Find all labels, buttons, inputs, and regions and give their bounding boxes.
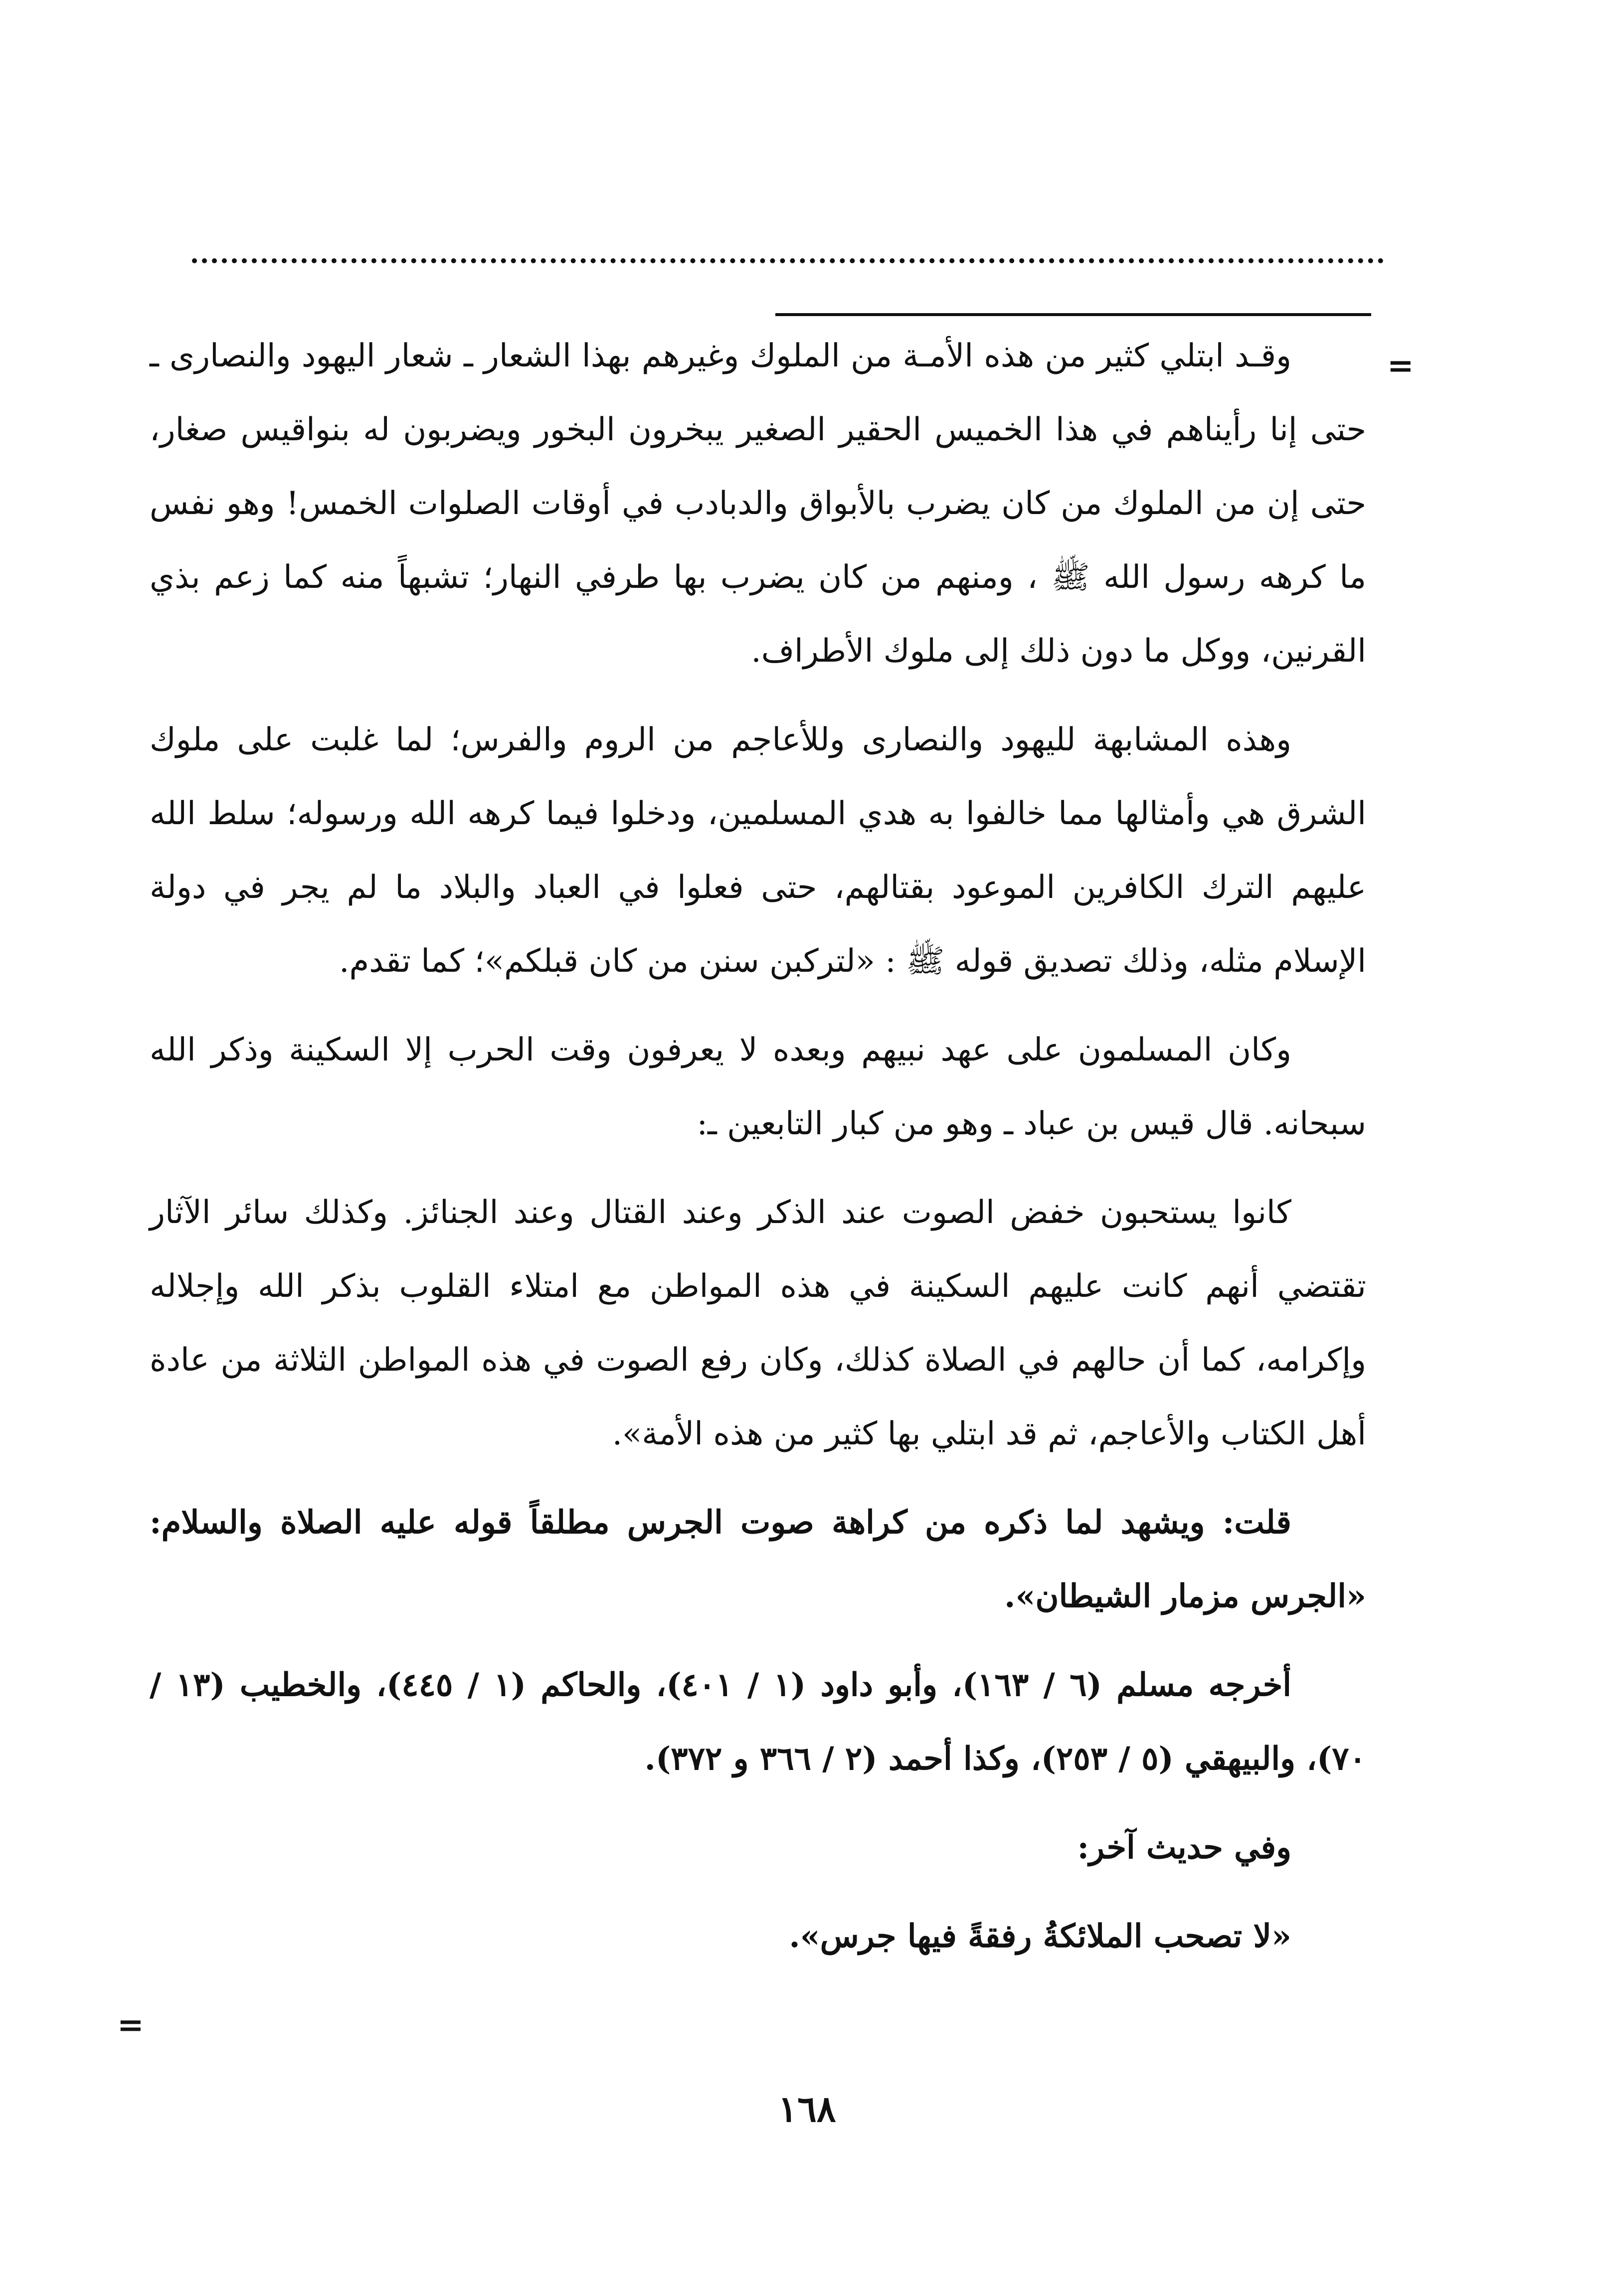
paragraph-8: «لا تصحب الملائكةُ رفقةً فيها جرس». xyxy=(789,1918,1291,1955)
paragraph-2: وهذه المشابهة لليهود والنصارى وللأعاجم من الروم والفرس؛ لما غلبت على ملوك الشرق هي وأمثالها مما خالفوا به هدي المسلمين، ودخلوا فيما كرهه الله ورسوله؛ سلط الله عليهم الترك الكافرين الموعود بقتالهم، حتى فعلوا في العباد والبلاد ما لم يجر في دولة الإسلام مثله، وذلك تصديق قوله ﷺ : «لتركبن سنن من كان قبلكم»؛ كما تقدم. xyxy=(150,721,1367,980)
dotted-separator xyxy=(192,258,1384,263)
paragraph-6: أخرجه مسلم (٦ / ١٦٣)، وأبو داود (١ / ٤٠١)، والحاكم (١ / ٤٤٥)، والخطيب (١٣ / ٧٠)، والبيهقي (٥ / ٢٥٣)، وكذا أحمد (٢ / ٣٦٦ و ٣٧٢). xyxy=(150,1666,1366,1777)
paragraph-4: كانوا يستحبون خفض الصوت عند الذكر وعند القتال وعند الجنائز. وكذلك سائر الآثار تقتضي أنهم كانت عليهم السكينة في هذه المواطن مع امتلاء القلوب بذكر الله وإجلاله وإكرامه، كما أن حالهم في الصلاة كذلك، وكان رفع الصوت في هذه المواطن الثلاثة من عادة أهل الكتاب والأعاجم، ثم قد ابتلي بها كثير من هذه الأمة». xyxy=(150,1194,1367,1452)
continuation-mark-top: = xyxy=(1387,347,1414,384)
page-number: ١٦٨ xyxy=(778,2088,836,2130)
paragraph-7: وفي حديث آخر: xyxy=(1077,1829,1291,1866)
paragraph-1: وقـد ابتلي كثير من هذه الأمـة من الملوك وغيرهم بهذا الشعار ـ شعار اليهود والنصارى ـ حتى إنا رأيناهم في هذا الخميس الحقير الصغير يبخرون البخور ويضربون له بنواقيس صغار، حتى إن من الملوك من كان يضرب بالأبواق والدبادب في أوقات الصلوات الخمس! وهو نفس ما كرهه رسول الله ﷺ ، ومنهم من كان يضرب بها طرفي النهار؛ تشبهاً منه كما زعم بذي القرنين، ووكل ما دون ذلك إلى ملوك الأطراف. xyxy=(150,338,1367,670)
continuation-mark-bottom: = xyxy=(117,2006,144,2044)
footnote-rule xyxy=(775,313,1371,316)
paragraph-5: قلت: ويشهد لما ذكره من كراهة صوت الجرس مطلقاً قوله عليه الصلاة والسلام: «الجرس مزمار الشيطان». xyxy=(150,1504,1366,1615)
paragraph-3: وكان المسلمون على عهد نبيهم وبعده لا يعرفون وقت الحرب إلا السكينة وذكر الله سبحانه. قال قيس بن عباد ـ وهو من كبار التابعين ـ: xyxy=(150,1032,1366,1142)
page-text xyxy=(150,319,1366,1988)
